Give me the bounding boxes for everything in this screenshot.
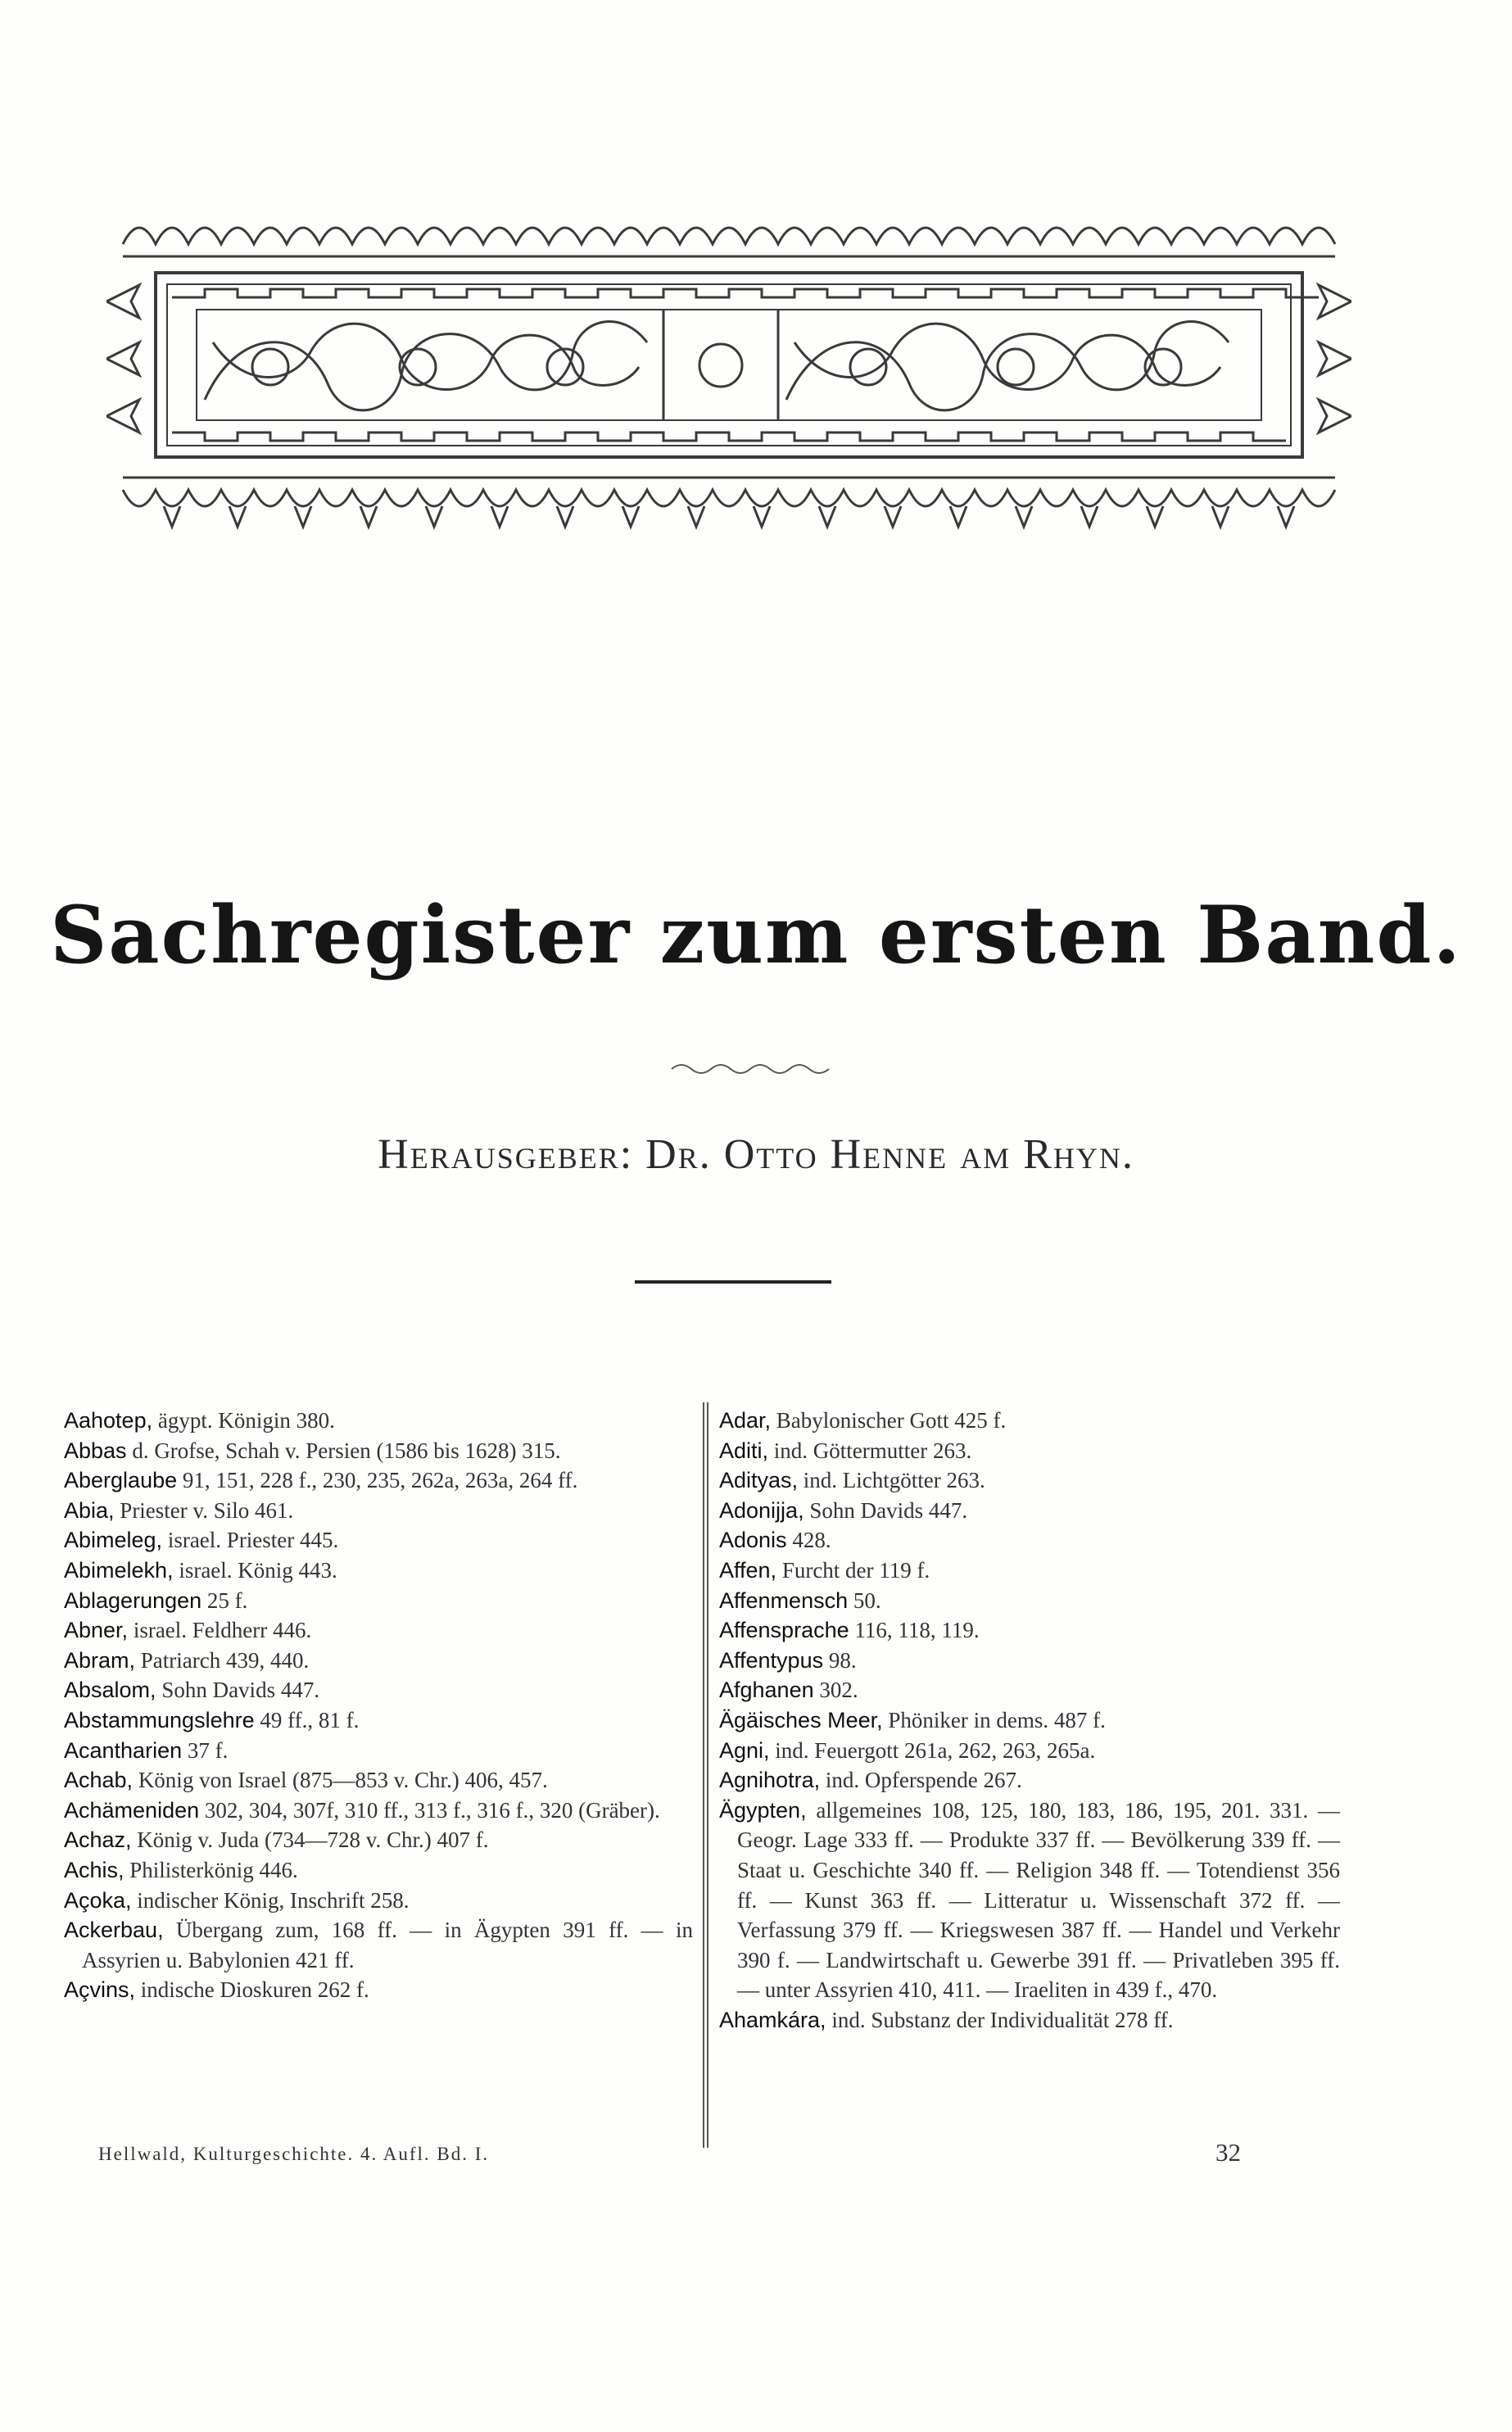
- index-references: Phöniker in dems. 487 f.: [888, 1707, 1106, 1732]
- index-headword: Aberglaube: [64, 1468, 178, 1493]
- index-entry: [64, 1886, 693, 1916]
- index-entry: [64, 1496, 693, 1526]
- index-entry: [64, 1615, 693, 1646]
- index-references: Furcht der 119 f.: [781, 1557, 930, 1583]
- index-entry: [719, 1465, 1340, 1496]
- index-headword: Abimeleg,: [64, 1528, 163, 1553]
- index-references: allgemeines 108, 125, 180, 183, 186, 195, 201. 331. — Geogr. Lage 333 ff. — Produkte 337 ff. — Bevölkerung 339 ff. — Staat u. Geschichte 340 ff. — Religion 348 ff. — Totendienst 356 ff. — Kunst 363 ff. — Litteratur u. Wissenschaft 372 ff. — Verfassung 379 ff. — Kriegswesen 387 ff. — Handel und Verkehr 390 f. — Landwirtschaft u. Gewerbe 391 ff. — Privatleben 395 ff. — unter Assyrien 410, 411. — Iraeliten in 439 f., 470.: [737, 1797, 1340, 2003]
- index-headword: Achämeniden: [64, 1797, 200, 1823]
- index-headword: Ägypten,: [719, 1797, 807, 1823]
- index-entry: [64, 1465, 693, 1496]
- index-references: ind. Göttermutter 263.: [773, 1438, 972, 1463]
- footer-signature: Hellwald, Kulturgeschichte. 4. Aufl. Bd. I.: [98, 2144, 490, 2164]
- index-references: 37 f.: [187, 1737, 229, 1763]
- index-headword: Abia,: [64, 1497, 115, 1523]
- index-headword: Adar,: [719, 1408, 772, 1433]
- index-references: israel. Priester 445.: [167, 1528, 339, 1553]
- index-entry: [719, 1496, 1340, 1526]
- index-headword: Achis,: [64, 1857, 124, 1882]
- index-entry: [719, 1765, 1340, 1796]
- index-headword: Abner,: [64, 1618, 129, 1643]
- index-headword: Ackerbau,: [64, 1918, 164, 1943]
- index-entry: [64, 1406, 693, 1436]
- index-headword: Aditi,: [719, 1438, 769, 1463]
- index-entry: [719, 1736, 1340, 1766]
- title-flourish-ornament: [663, 1059, 844, 1079]
- index-headword: Achab,: [64, 1768, 134, 1793]
- index-references: Babylonischer Gott 425 f.: [776, 1408, 1007, 1433]
- index-entry: [719, 1436, 1340, 1466]
- index-headword: Agni,: [719, 1737, 770, 1763]
- index-entry: [64, 1436, 693, 1466]
- index-references: König v. Juda (734—728 v. Chr.) 407 f.: [137, 1827, 489, 1853]
- index-headword: Afghanen: [719, 1678, 814, 1703]
- index-entry: [64, 1825, 693, 1855]
- index-entry: [64, 1556, 693, 1586]
- index-headword: Abram,: [64, 1647, 136, 1673]
- index-references: 50.: [853, 1587, 881, 1613]
- index-headword: Affensprache: [719, 1618, 849, 1643]
- index-headword: Agnihotra,: [719, 1768, 821, 1793]
- index-headword: Affenmensch: [719, 1587, 849, 1613]
- page-title: Sachregister zum ersten Band.: [50, 889, 1462, 981]
- index-references: Priester v. Silo 461.: [120, 1497, 294, 1523]
- index-references: 49 ff., 81 f.: [260, 1707, 360, 1732]
- index-headword: Adityas,: [719, 1468, 799, 1493]
- index-headword: Abimelekh,: [64, 1557, 174, 1583]
- index-entry: [719, 1525, 1340, 1556]
- index-headword: Abstammungslehre: [64, 1707, 255, 1732]
- index-references: ind. Substanz der Individualität 278 ff.: [831, 2007, 1174, 2032]
- index-references: 98.: [828, 1647, 857, 1673]
- index-references: 116, 118, 119.: [854, 1618, 980, 1643]
- index-entry: [64, 1525, 693, 1556]
- index-references: Sohn Davids 447.: [161, 1678, 320, 1703]
- index-entry: [64, 1975, 693, 2005]
- index-references: 25 f.: [206, 1587, 248, 1613]
- index-references: ind. Opferspende 267.: [825, 1768, 1022, 1793]
- index-references: Philisterkönig 446.: [129, 1857, 298, 1882]
- index-headword: Achaz,: [64, 1827, 132, 1853]
- index-entry: [719, 1615, 1340, 1646]
- index-entry: [719, 2005, 1340, 2036]
- index-entry: [719, 1796, 1340, 2005]
- index-headword: Açvins,: [64, 1977, 136, 2003]
- signature-number: 32: [1215, 2138, 1241, 2167]
- index-headword: Adonijja,: [719, 1497, 804, 1523]
- decorative-header-ornament: [106, 195, 1351, 539]
- editor-line: Herausgeber: Dr. Otto Henne am Rhyn.: [378, 1131, 1134, 1178]
- index-entry: [64, 1915, 693, 1975]
- index-headword: Absalom,: [64, 1678, 156, 1703]
- index-references: 302.: [819, 1678, 858, 1703]
- index-references: Patriarch 439, 440.: [140, 1647, 310, 1673]
- index-headword: Açoka,: [64, 1887, 132, 1913]
- index-entry: [64, 1736, 693, 1766]
- index-references: d. Grofse, Schah v. Persien (1586 bis 1628) 315.: [132, 1438, 561, 1463]
- index-entry: [719, 1705, 1340, 1736]
- index-entry: [64, 1796, 693, 1826]
- index-entry: [719, 1406, 1340, 1436]
- index-entry: [719, 1675, 1340, 1705]
- index-references: 91, 151, 228 f., 230, 235, 262a, 263a, 264 ff.: [182, 1468, 578, 1493]
- index-headword: Affentypus: [719, 1647, 824, 1673]
- index-headword: Adonis: [719, 1528, 787, 1553]
- index-headword: Abbas: [64, 1438, 127, 1463]
- index-entry: [64, 1765, 693, 1796]
- index-headword: Ablagerungen: [64, 1587, 202, 1613]
- index-entry: [64, 1855, 693, 1886]
- column-divider: [703, 1402, 704, 2148]
- index-headword: Acantharien: [64, 1737, 183, 1763]
- index-entry: [64, 1705, 693, 1736]
- index-headword: Ahamkára,: [719, 2007, 826, 2032]
- index-entry: [64, 1646, 693, 1676]
- column-divider: [707, 1402, 708, 2148]
- index-references: Sohn Davids 447.: [809, 1497, 968, 1523]
- index-entry: [719, 1646, 1340, 1676]
- index-references: ägypt. Königin 380.: [157, 1408, 335, 1433]
- index-references: König von Israel (875—853 v. Chr.) 406, 457.: [138, 1768, 548, 1793]
- index-references: indischer König, Inschrift 258.: [137, 1887, 410, 1913]
- index-references: ind. Feuergott 261a, 262, 263, 265a.: [775, 1737, 1096, 1763]
- index-references: Übergang zum, 168 ff. — in Ägypten 391 ff. — in Assyrien u. Babylonien 421 ff.: [82, 1918, 693, 1972]
- index-column-left: [64, 1406, 693, 2005]
- index-references: 302, 304, 307f, 310 ff., 313 f., 316 f., 320 (Gräber).: [204, 1797, 660, 1823]
- index-references: indische Dioskuren 262 f.: [140, 1977, 369, 2003]
- index-references: ind. Lichtgötter 263.: [803, 1468, 985, 1493]
- index-entry: [64, 1586, 693, 1616]
- index-references: 428.: [792, 1528, 831, 1553]
- index-references: israel. König 443.: [179, 1557, 337, 1583]
- index-references: israel. Feldherr 446.: [133, 1618, 312, 1643]
- index-entry: [64, 1675, 693, 1705]
- horizontal-rule: [635, 1280, 831, 1284]
- index-entry: [719, 1556, 1340, 1586]
- index-headword: Affen,: [719, 1557, 777, 1583]
- index-entry: [719, 1586, 1340, 1616]
- index-headword: Aahotep,: [64, 1408, 153, 1433]
- index-headword: Ägäisches Meer,: [719, 1707, 883, 1732]
- index-column-right: [719, 1406, 1340, 2035]
